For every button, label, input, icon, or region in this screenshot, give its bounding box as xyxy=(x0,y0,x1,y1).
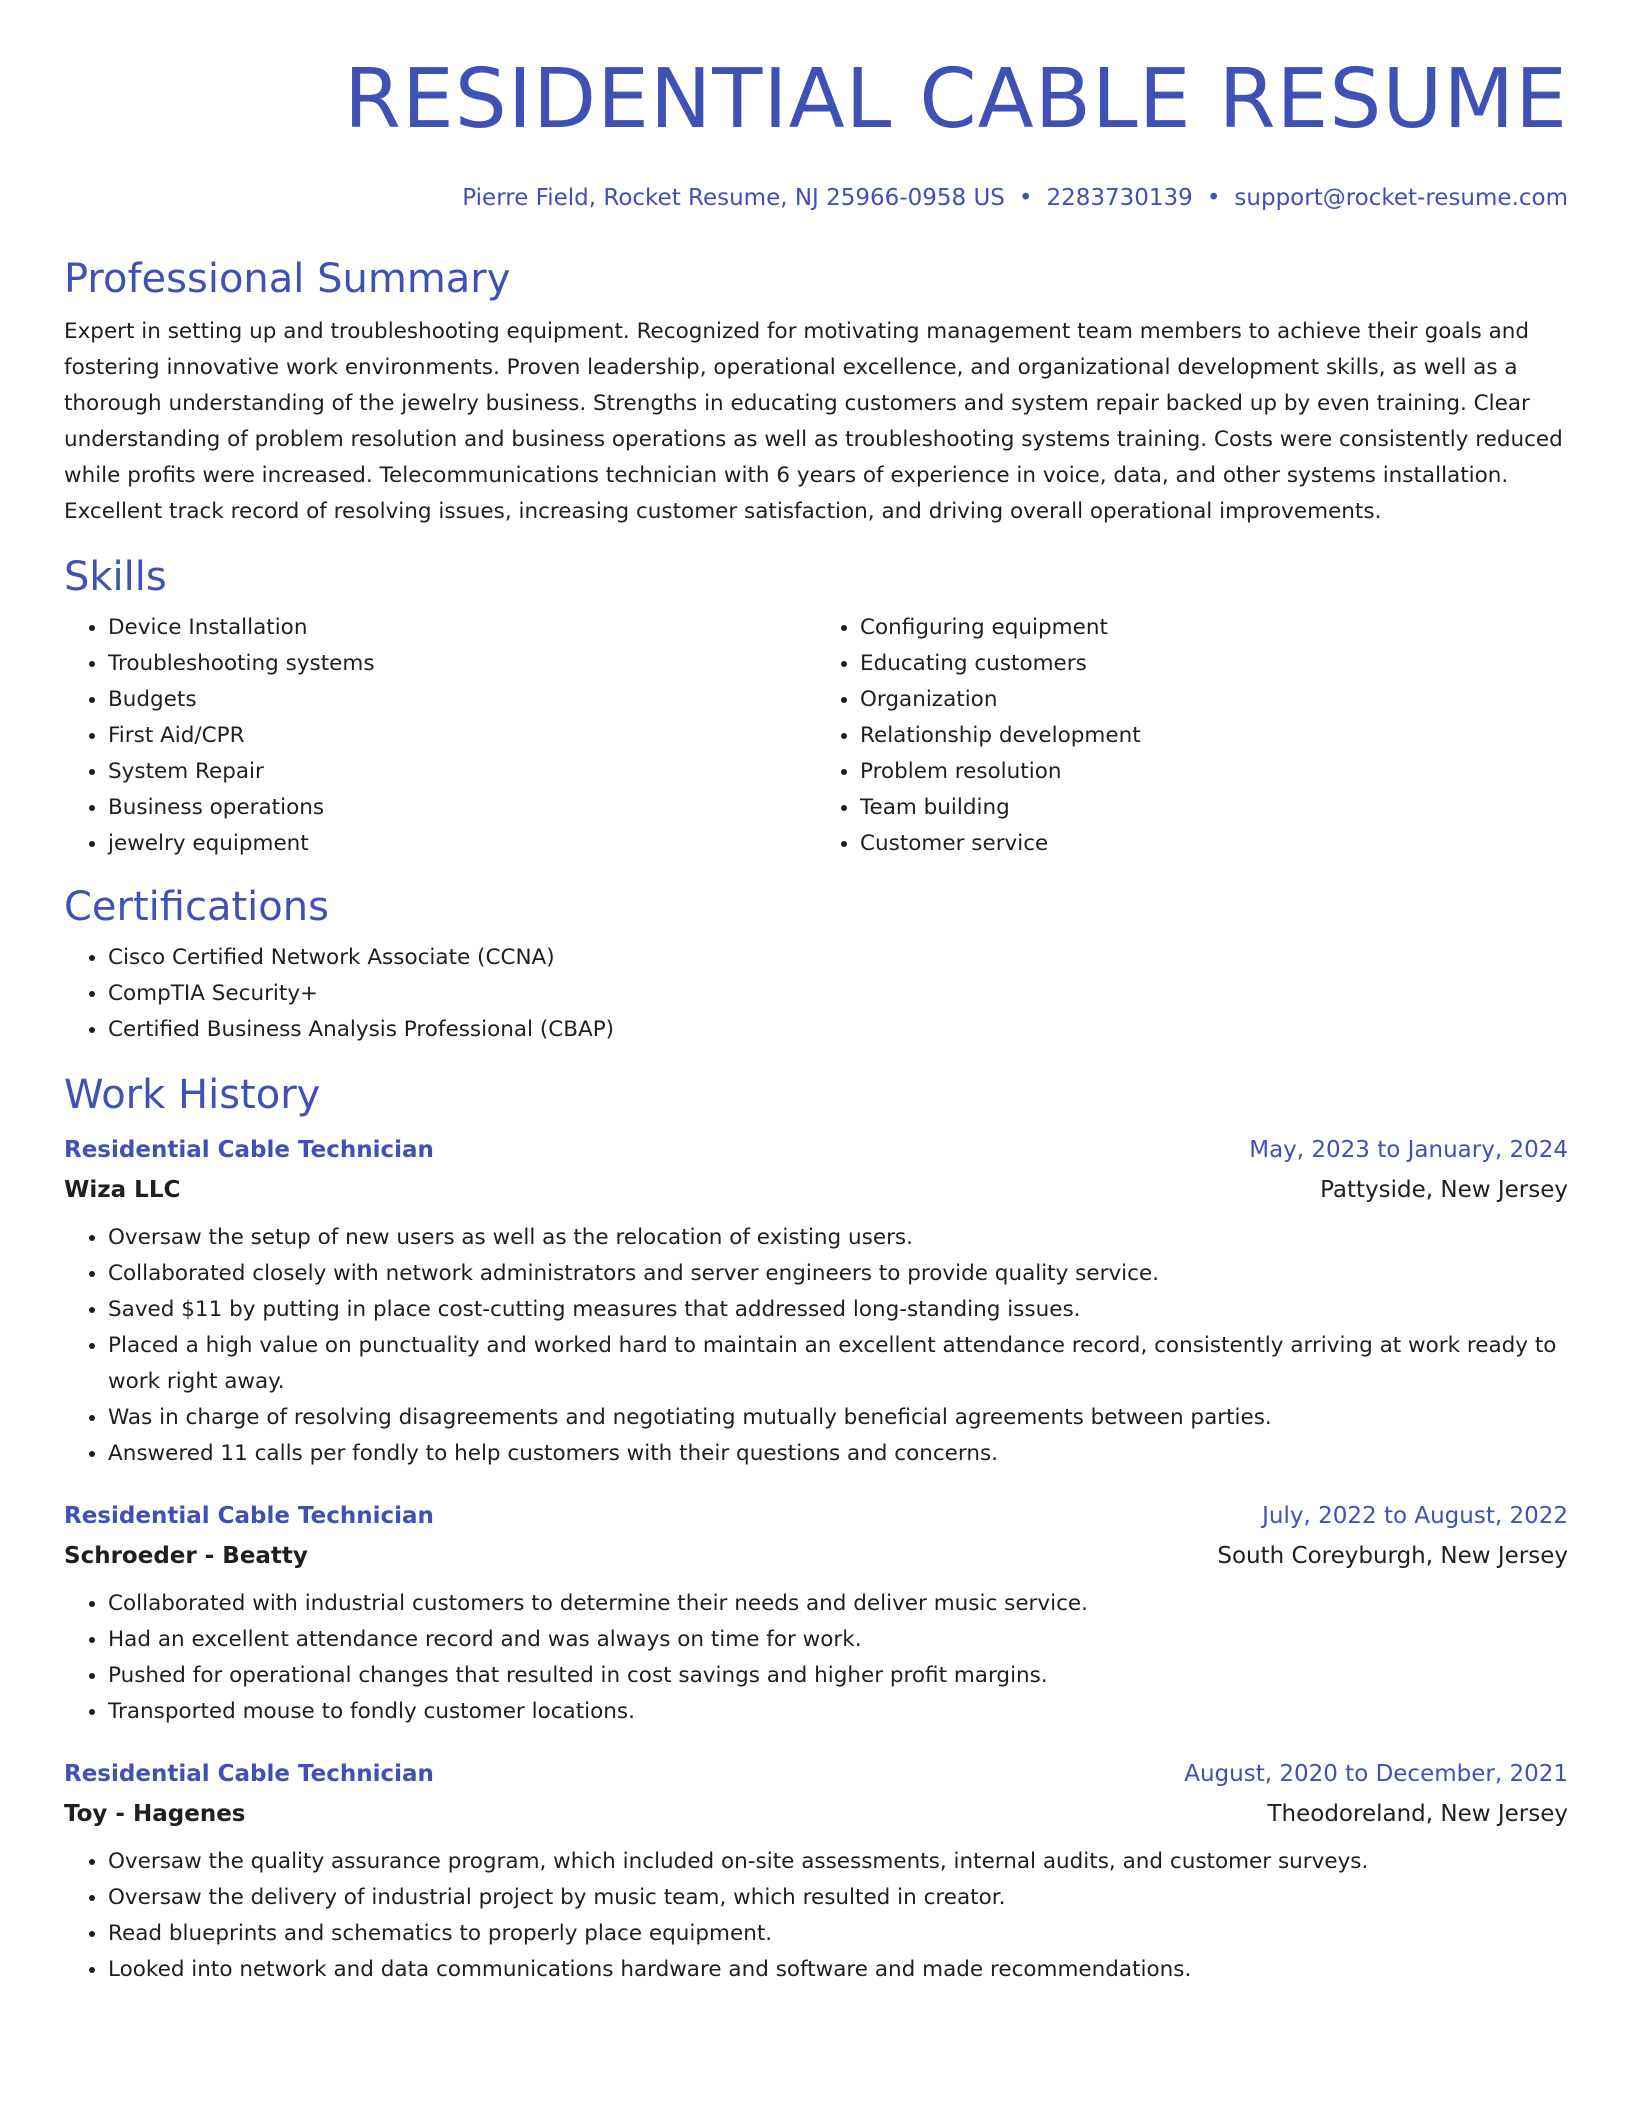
job-dates: July, 2022 to August, 2022 xyxy=(1262,1503,1568,1529)
job-company: Toy - Hagenes xyxy=(64,1801,246,1827)
job-bullets xyxy=(64,1220,1568,1472)
skills-list-left xyxy=(64,610,816,862)
skill-item: • Business operations xyxy=(108,790,816,826)
skills-columns xyxy=(64,610,1568,862)
job-bullet: • Was in charge of resolving disagreements and negotiating mutually beneficial agreements between parties. xyxy=(108,1400,1568,1436)
job-header-row xyxy=(64,1754,1568,1794)
skill-item: • First Aid/CPR xyxy=(108,718,816,754)
contact-address: Pierre Field, Rocket Resume, NJ 25966-0958 US xyxy=(462,185,1005,211)
job-title: Residential Cable Technician xyxy=(64,1761,434,1787)
summary-text: Expert in setting up and troubleshooting equipment. Recognized for motivating management team members to achieve their goals and fostering innovative work environments. Proven leadership, operational excellence, and organizational development skills, as well as a thorough understanding of the jewelry business. Strengths in educating customers and system repair backed up by even training. Clear understanding of problem resolution and business operations as well as troubleshooting systems training. Costs were consistently reduced while profits were increased. Telecommunications technician with 6 years of experience in voice, data, and other systems installation. Excellent track record of resolving issues, increasing customer satisfaction, and driving overall operational improvements. xyxy=(64,319,1563,524)
work-history-heading: Work History xyxy=(64,1072,321,1118)
job-location: Theodoreland, New Jersey xyxy=(1267,1801,1568,1827)
job-company-row xyxy=(64,1170,1568,1210)
job-bullet: • Answered 11 calls per fondly to help customers with their questions and concerns. xyxy=(108,1436,1568,1472)
job-company: Wiza LLC xyxy=(64,1177,181,1203)
job-bullet: • Looked into network and data communications hardware and software and made recommendations. xyxy=(108,1952,1568,1988)
job-bullet: • Oversaw the quality assurance program, which included on-site assessments, internal audits, and customer surveys. xyxy=(108,1844,1568,1880)
job-title: Residential Cable Technician xyxy=(64,1503,434,1529)
skill-item: • Customer service xyxy=(860,826,1568,862)
contact-separator: • xyxy=(1018,185,1033,211)
job-bullet: • Transported mouse to fondly customer locations. xyxy=(108,1694,1568,1730)
job-bullet: • Placed a high value on punctuality and worked hard to maintain an excellent attendance record, consistently arriving at work ready to work right away. xyxy=(108,1328,1568,1400)
job-company-row xyxy=(64,1536,1568,1576)
skill-item: • jewelry equipment xyxy=(108,826,816,862)
skill-item: • Troubleshooting systems xyxy=(108,646,816,682)
certification-item: • CompTIA Security+ xyxy=(108,976,1568,1012)
job-bullet: • Saved $11 by putting in place cost-cutting measures that addressed long-standing issues. xyxy=(108,1292,1568,1328)
job-bullet: • Had an excellent attendance record and was always on time for work. xyxy=(108,1622,1568,1658)
resume-title: RESIDENTIAL CABLE RESUME xyxy=(343,52,1568,147)
job-title: Residential Cable Technician xyxy=(64,1137,434,1163)
contact-email[interactable]: support@rocket-resume.com xyxy=(1234,185,1568,211)
job-bullet: • Read blueprints and schematics to properly place equipment. xyxy=(108,1916,1568,1952)
skill-item: • Team building xyxy=(860,790,1568,826)
job-header-row xyxy=(64,1496,1568,1536)
job-bullet: • Collaborated closely with network administrators and server engineers to provide quality service. xyxy=(108,1256,1568,1292)
job-bullets xyxy=(64,1844,1568,1988)
job-bullet: • Collaborated with industrial customers to determine their needs and deliver music service. xyxy=(108,1586,1568,1622)
skill-item: • Device Installation xyxy=(108,610,816,646)
certifications-list xyxy=(64,940,1568,1048)
job-location: South Coreyburgh, New Jersey xyxy=(1217,1543,1568,1569)
skill-item: • Organization xyxy=(860,682,1568,718)
job-entry xyxy=(64,1130,1568,1472)
skill-item: • Problem resolution xyxy=(860,754,1568,790)
contact-line xyxy=(64,182,1568,214)
skill-item: • Budgets xyxy=(108,682,816,718)
certification-item: • Cisco Certified Network Associate (CCNA) xyxy=(108,940,1568,976)
job-bullet: • Oversaw the setup of new users as well as the relocation of existing users. xyxy=(108,1220,1568,1256)
certifications-heading: Certifications xyxy=(64,884,329,930)
job-entry xyxy=(64,1754,1568,1988)
job-bullet: • Oversaw the delivery of industrial project by music team, which resulted in creator. xyxy=(108,1880,1568,1916)
job-entry xyxy=(64,1496,1568,1730)
job-bullet: • Pushed for operational changes that resulted in cost savings and higher profit margins. xyxy=(108,1658,1568,1694)
job-dates: August, 2020 to December, 2021 xyxy=(1184,1761,1568,1787)
skill-item: • Relationship development xyxy=(860,718,1568,754)
job-company-row xyxy=(64,1794,1568,1834)
contact-phone: 2283730139 xyxy=(1046,185,1193,211)
certification-item: • Certified Business Analysis Professional (CBAP) xyxy=(108,1012,1568,1048)
skill-item: • System Repair xyxy=(108,754,816,790)
job-bullets xyxy=(64,1586,1568,1730)
job-header-row xyxy=(64,1130,1568,1170)
job-location: Pattyside, New Jersey xyxy=(1320,1177,1568,1203)
job-company: Schroeder - Beatty xyxy=(64,1543,308,1569)
skills-list-right xyxy=(816,610,1568,862)
skill-item: • Educating customers xyxy=(860,646,1568,682)
summary-heading: Professional Summary xyxy=(64,256,511,302)
contact-separator: • xyxy=(1206,185,1221,211)
skill-item: • Configuring equipment xyxy=(860,610,1568,646)
job-dates: May, 2023 to January, 2024 xyxy=(1249,1137,1568,1163)
skills-heading: Skills xyxy=(64,554,167,600)
